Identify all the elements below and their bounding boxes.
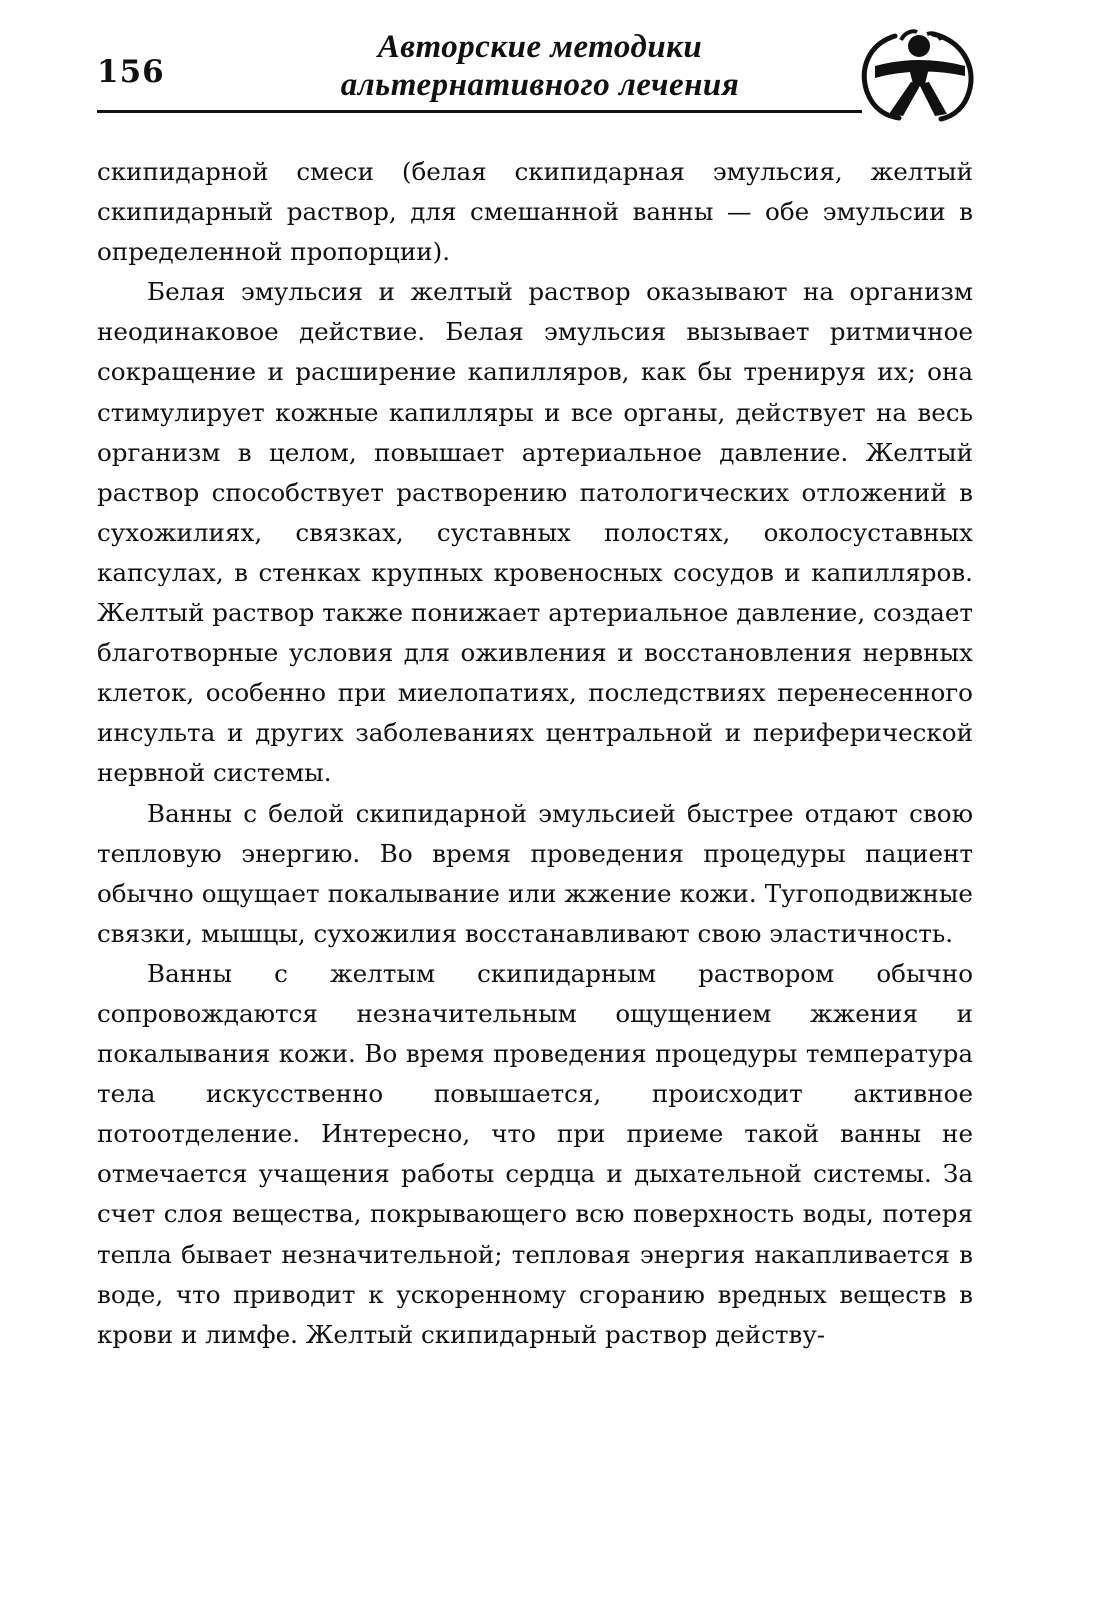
figure-in-circle-icon bbox=[855, 26, 981, 122]
paragraph-1: скипидарной смеси (белая скипидарная эмульсия, желтый скипидарный раствор, для смешанной ванны — обе эмульсии в определенной пропорции). bbox=[97, 157, 973, 267]
running-title-line-1: Авторские методики bbox=[377, 29, 703, 65]
running-title-line-2: альтернативного лечения bbox=[340, 67, 740, 103]
header-rule bbox=[97, 110, 862, 113]
paragraph-4: Ванны с желтым скипидарным раствором обычно сопровождаются незначительным ощущением жжения и покалывания кожи. Во время проведения процедуры температура тела искусственно повышается, происходит активное потоотделение. Интересно, что при приеме такой ванны не отмечается учащения работы сердца и дыхательной системы. За счет слоя вещества, покрывающего всю поверхность воды, потеря тепла бывает незначительной; тепловая энергия накапливается в воде, что приводит к ускоренному сгоранию вредных веществ в крови и лимфе. Желтый скипидарный раствор действу- bbox=[97, 958, 973, 1349]
body-text bbox=[97, 152, 973, 1355]
page-header bbox=[0, 0, 1094, 130]
running-title bbox=[300, 28, 780, 104]
page-number: 156 bbox=[97, 54, 165, 90]
paragraph-3: Ванны с белой скипидарной эмульсией быстрее отдают свою тепловую энергию. Во время проведения процедуры пациент обычно ощущает покалывание или жжение кожи. Тугоподвижные связки, мышцы, сухожилия восстанавливают свою эластичность. bbox=[97, 798, 973, 948]
paragraph-2: Белая эмульсия и желтый раствор оказывают на организм неодинаковое действие. Белая эмульсия вызывает ритмичное сокращение и расширение капилляров, как бы тренируя их; она стимулирует кожные капилляры и все органы, действует на весь организм в целом, повышает артериальное давление. Желтый раствор способствует растворению патологических отложений в сухожилиях, связках, суставных полостях, околосуставных капсулах, в стенках крупных кровеносных сосудов и капилляров. Желтый раствор также понижает артериальное давление, создает благотворные условия для оживления и восстановления нервных клеток, особенно при миелопатиях, последствиях перенесенного инсульта и других заболеваниях центральной и периферической нервной системы. bbox=[97, 277, 973, 788]
